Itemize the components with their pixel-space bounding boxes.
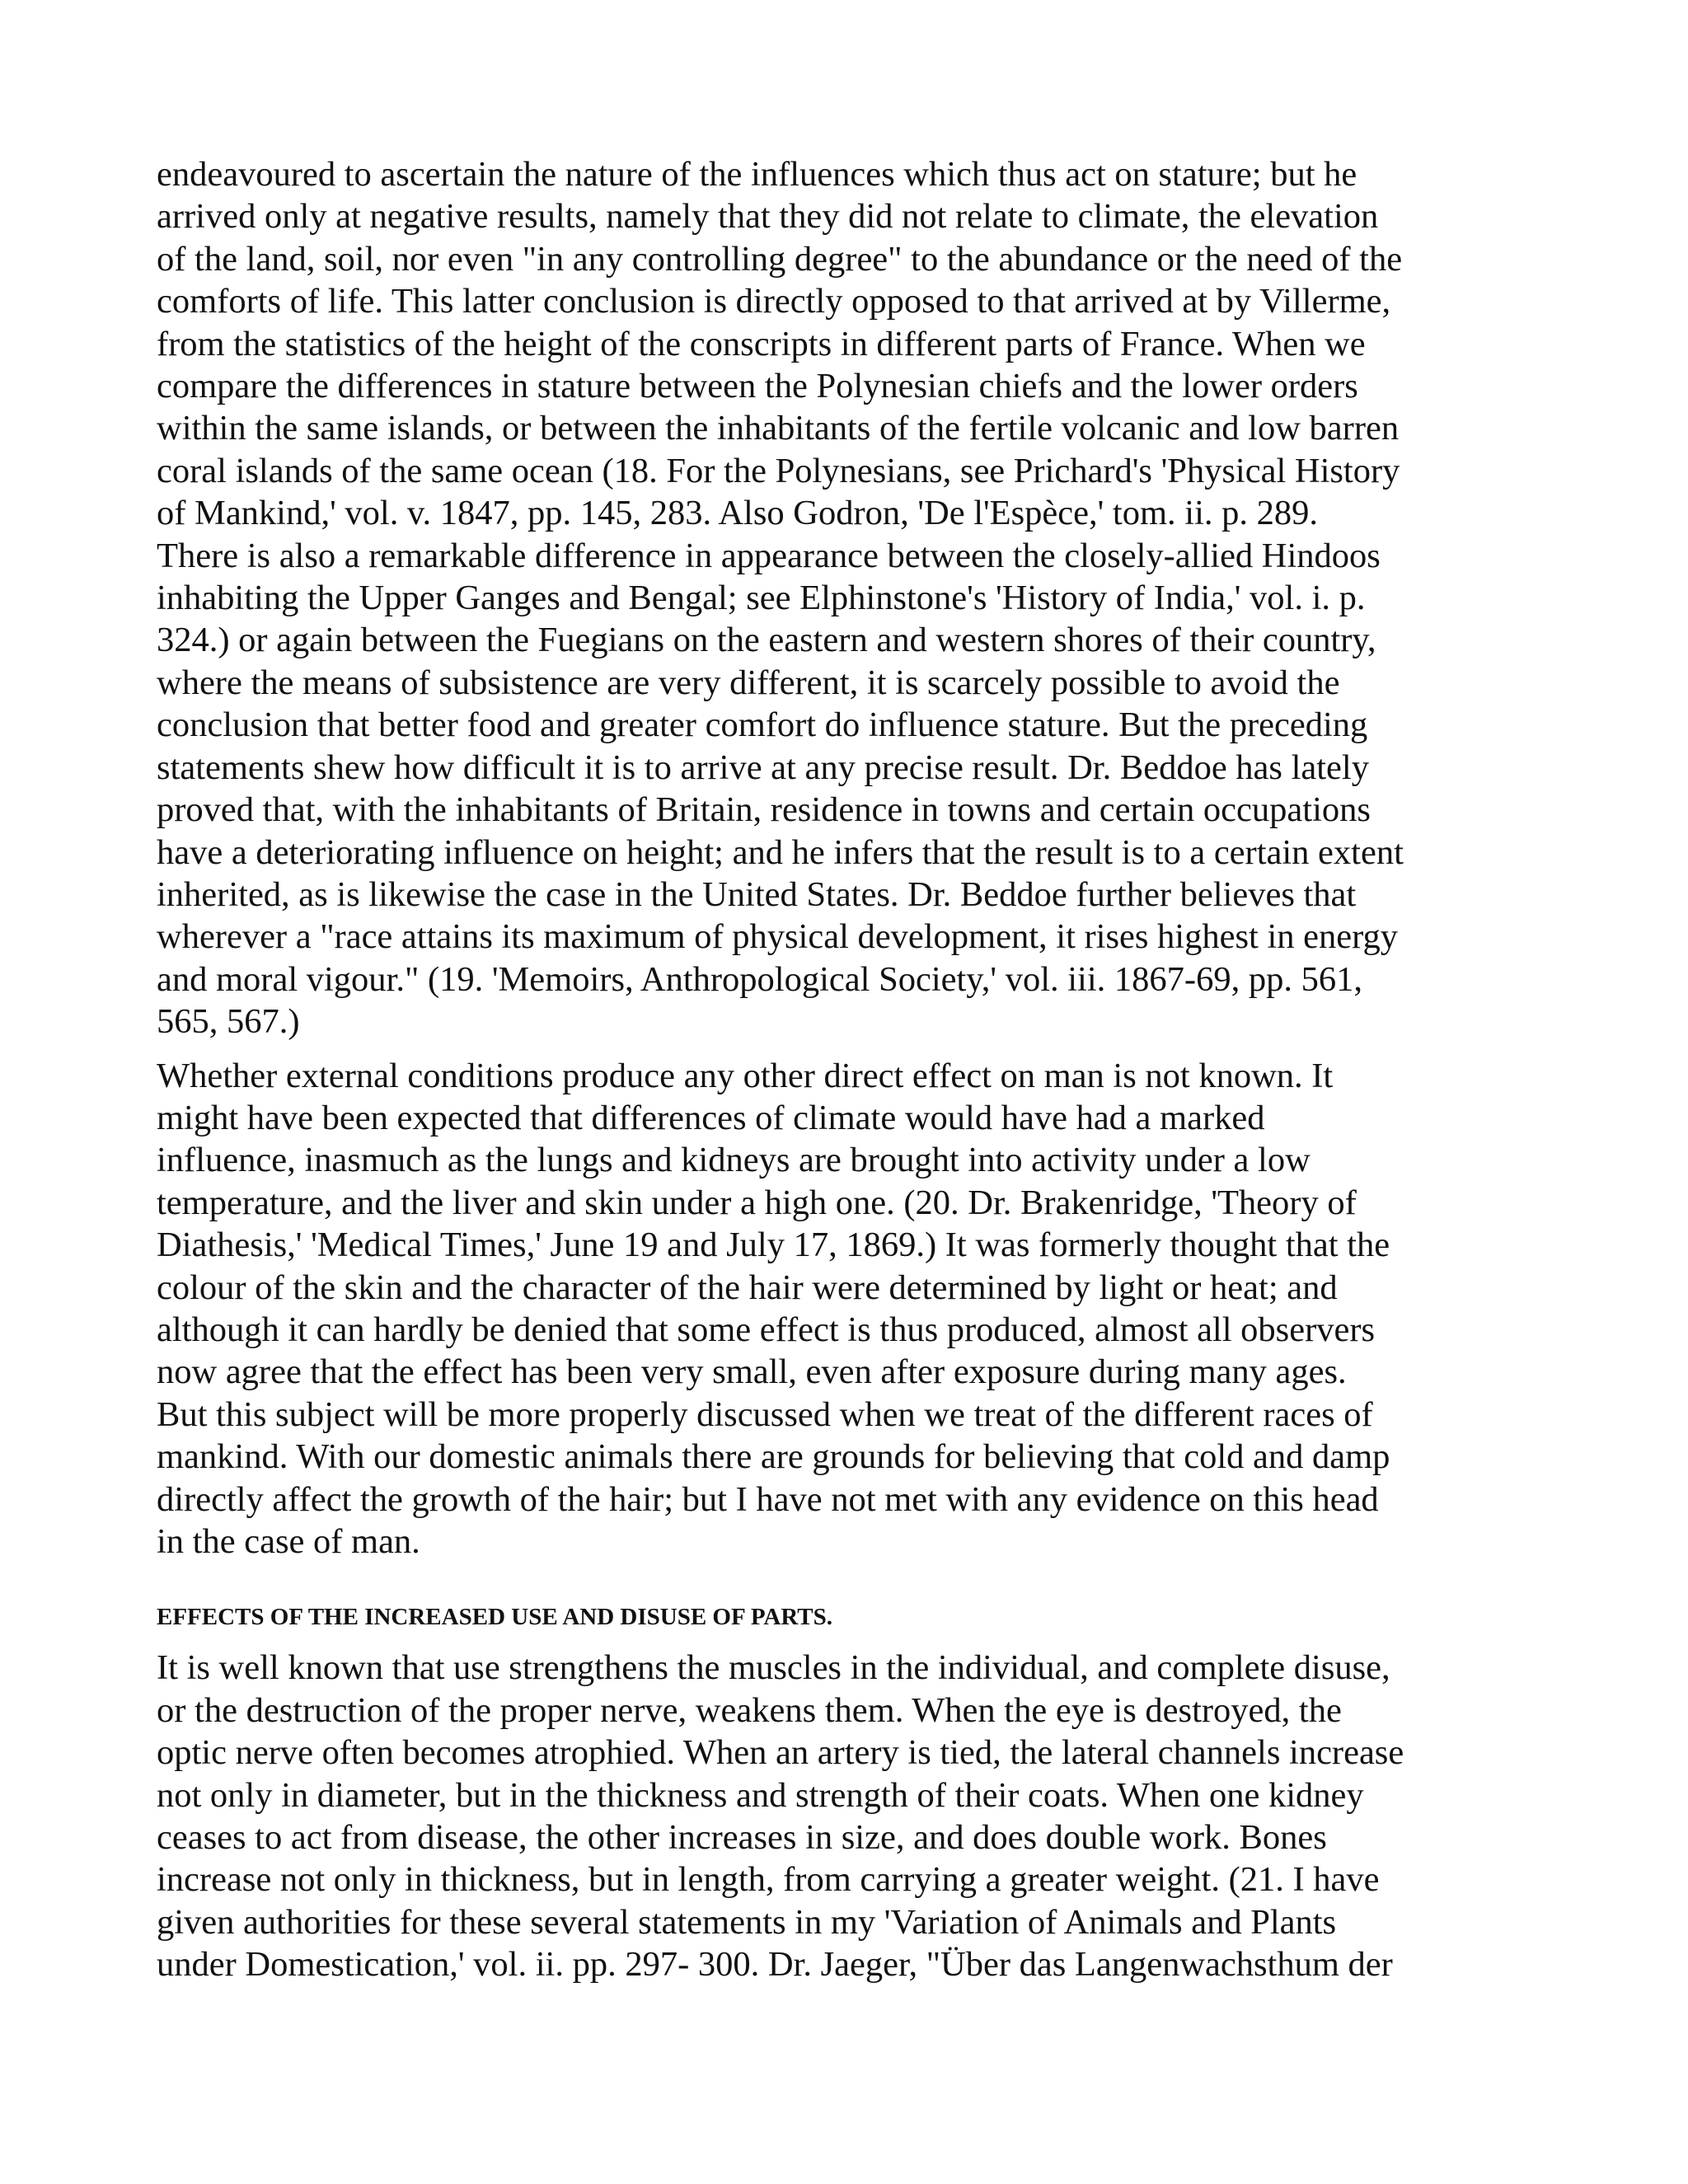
- document-page: [157, 153, 1541, 1986]
- paragraph-use-and-disuse: It is well known that use strengthens the muscles in the individual, and complete disuse, or the destruction of the proper nerve, weakens them. When the eye is destroyed, the optic nerve often becomes atrophied. When an artery is tied, the lateral channels increase not only in diameter, but in the thickness and strength of their coats. When one kidney ceases to act from disease, the other increases in size, and does double work. Bones increase not only in thickness, but in length, from carrying a greater weight. (21. I have given authorities for these several statements in my 'Variation of Animals and Plants under Domestication,' vol. ii. pp. 297- 300. Dr. Jaeger, "Über das Langenwachsthum der: [157, 1648, 1404, 1985]
- section-heading: EFFECTS OF THE INCREASED USE AND DISUSE OF PARTS.: [157, 1604, 833, 1631]
- paragraph-stature-influences: endeavoured to ascertain the nature of the influences which thus act on stature; but he arrived only at negative results, namely that they did not relate to climate, the elevation of the land, soil, nor even "in any controlling degree" to the abundance or the need of the comforts of life. This latter conclusion is directly opposed to that arrived at by Villerme, from the statistics of the height of the conscripts in different parts of France. When we compare the differences in stature between the Polynesian chiefs and the lower orders within the same islands, or between the inhabitants of the fertile volcanic and low barren coral islands of the same ocean (18. For the Polynesians, see Prichard's 'Physical History of Mankind,' vol. v. 1847, pp. 145, 283. Also Godron, 'De l'Espèce,' tom. ii. p. 289. There is also a remarkable difference in appearance between the closely-allied Hindoos inhabiting the Upper Ganges and Bengal; see Elphinstone's 'History of India,' vol. i. p. 324.) or again between the Fuegians on the eastern and western shores of their country, where the means of subsistence are very different, it is scarcely possible to avoid the conclusion that better food and greater comfort do influence stature. But the preceding statements shew how difficult it is to arrive at any precise result. Dr. Beddoe has lately proved that, with the inhabitants of Britain, residence in towns and certain occupations have a deteriorating influence on height; and he infers that the result is to a certain extent inherited, as is likewise the case in the United States. Dr. Beddoe further believes that wherever a "race attains its maximum of physical development, it rises highest in energy and moral vigour." (19. 'Memoirs, Anthropological Society,' vol. iii. 1867-69, pp. 561, 565, 567.): [157, 155, 1404, 1042]
- paragraph-external-conditions: Whether external conditions produce any other direct effect on man is not known. It might have been expected that differences of climate would have had a marked influence, inasmuch as the lungs and kidneys are brought into activity under a low temperature, and the liver and skin under a high one. (20. Dr. Brakenridge, 'Theory of Diathesis,' 'Medical Times,' June 19 and July 17, 1869.) It was formerly thought that the colour of the skin and the character of the hair were determined by light or heat; and although it can hardly be denied that some effect is thus produced, almost all observers now agree that the effect has been very small, even after exposure during many ages. But this subject will be more properly discussed when we treat of the different races of mankind. With our domestic animals there are grounds for believing that cold and damp directly affect the growth of the hair; but I have not met with any evidence on this head in the case of man.: [157, 1056, 1390, 1561]
